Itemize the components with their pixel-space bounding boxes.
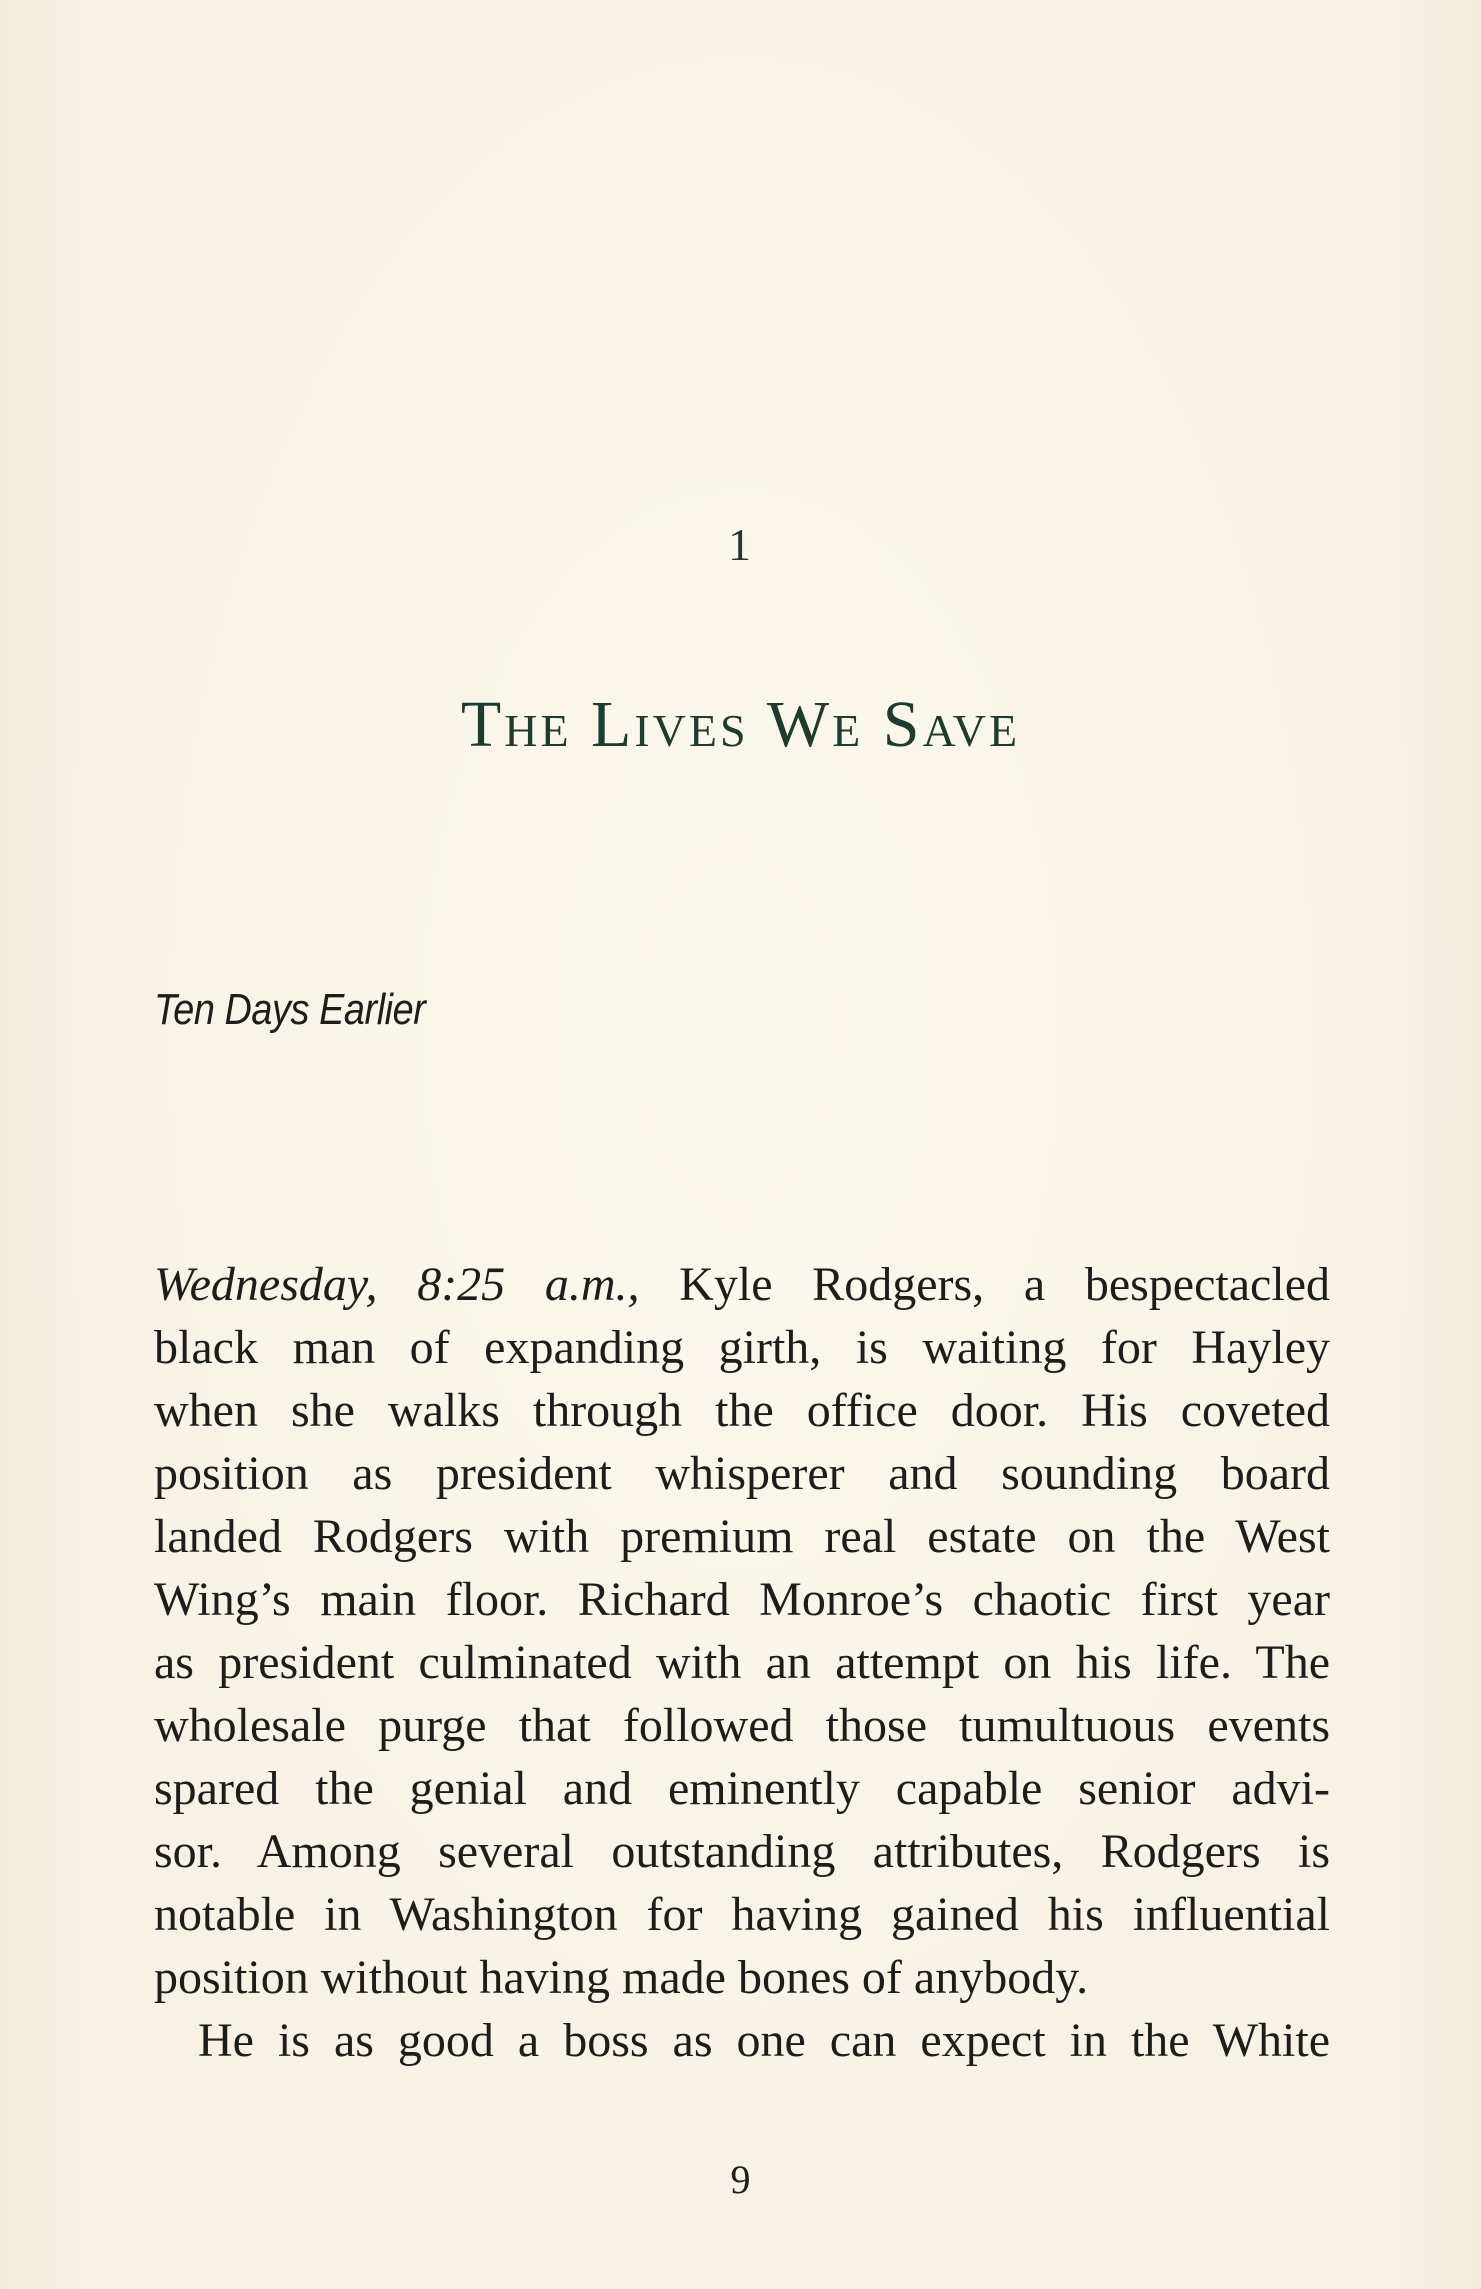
section-dateline: Ten Days Earlier [154,985,426,1034]
paragraph-1-line: spared the genial and eminently capable senior advi- [154,1762,1330,1815]
body-text [154,1253,1330,2072]
paragraph-1-last-line: position without having made bones of anybody. [154,1951,1089,2004]
opening-line-rest: Kyle Rodgers, a bespectacled [639,1258,1331,1311]
opening-time-stamp: Wednesday, 8:25 a.m., [154,1258,640,1311]
paragraph-1-line-1 [154,1253,1330,1316]
paragraph-1-line: sor. Among several outstanding attributes, Rodgers is [154,1825,1330,1878]
chapter-title: The Lives We Save [460,688,1021,761]
paragraph-2-line-1: He is as good a boss as one can expect in the White [198,2014,1330,2067]
page-number: 9 [730,2157,751,2202]
paragraph-1-line: position as president whisperer and sounding board [154,1447,1330,1500]
paragraph-1-line: as president culminated with an attempt on his life. The [154,1636,1330,1689]
paragraph-1-line: when she walks through the office door. His coveted [154,1384,1330,1437]
paragraph-1-line: landed Rodgers with premium real estate on the West [154,1510,1330,1563]
paragraph-1-line: black man of expanding girth, is waiting for Hayley [154,1321,1330,1374]
paragraph-1-line: wholesale purge that followed those tumultuous events [154,1699,1330,1752]
chapter-number: 1 [728,519,753,570]
paragraph-1-line: Wing’s main floor. Richard Monroe’s chaotic first year [154,1573,1330,1626]
paragraph-1-line: notable in Washington for having gained his influential [154,1888,1330,1941]
